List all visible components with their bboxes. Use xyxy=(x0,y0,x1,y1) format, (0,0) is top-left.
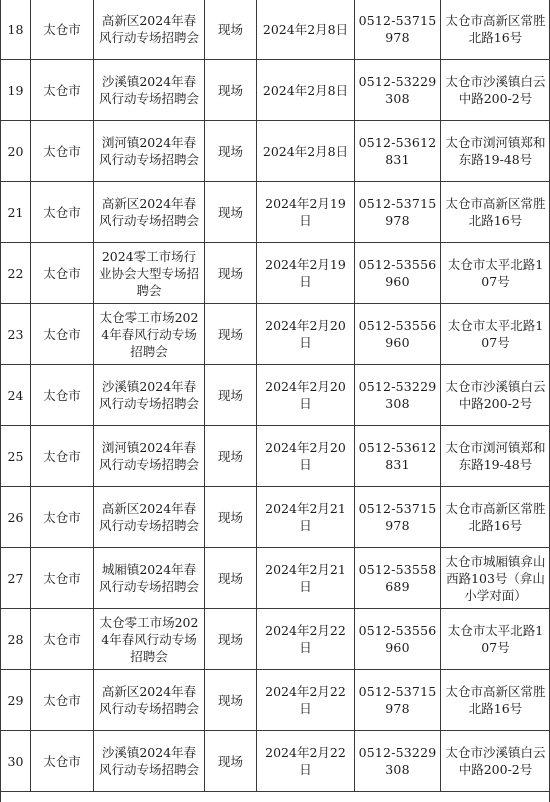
contact-phone-cell: 0512-53558689 xyxy=(355,548,441,609)
event-name-cell: 高新区2024年春风行动专场招聘会 xyxy=(94,487,205,548)
contact-phone-cell: 0512-53612831 xyxy=(355,426,441,487)
event-name-cell: 沙溪镇2024年春风行动专场招聘会 xyxy=(94,60,205,121)
venue-address-cell: 太仓市浏河镇郑和东路19-48号 xyxy=(441,121,550,182)
venue-address-cell: 太仓市高新区常胜北路16号 xyxy=(441,182,550,243)
row-number-cell: 29 xyxy=(1,670,31,731)
venue-address-cell: 太仓市高新区常胜北路16号 xyxy=(441,670,550,731)
row-number-cell: 21 xyxy=(1,182,31,243)
event-format-cell: 现场 xyxy=(205,731,257,792)
contact-phone-cell: 0512-53556960 xyxy=(355,609,441,670)
contact-phone-cell: 0512-53556960 xyxy=(355,243,441,304)
table-row xyxy=(1,304,550,365)
event-date-cell: 2024年2月20日 xyxy=(257,365,355,426)
event-name-cell: 太仓零工市场2024年春风行动专场招聘会 xyxy=(94,609,205,670)
city-cell: 太仓市 xyxy=(31,426,94,487)
city-cell: 太仓市 xyxy=(31,121,94,182)
event-format-cell: 现场 xyxy=(205,0,257,60)
venue-address-cell: 太仓市太平北路107号 xyxy=(441,243,550,304)
event-name-cell: 浏河镇2024年春风行动专场招聘会 xyxy=(94,426,205,487)
event-date-cell: 2024年2月8日 xyxy=(257,60,355,121)
venue-address-cell: 太仓市太平北路107号 xyxy=(441,304,550,365)
row-number-cell: 19 xyxy=(1,60,31,121)
contact-phone-cell: 0512-53715978 xyxy=(355,0,441,60)
table-row xyxy=(1,609,550,670)
event-date-cell: 2024年2月22日 xyxy=(257,731,355,792)
job-fair-table-body xyxy=(1,0,550,792)
city-cell: 太仓市 xyxy=(31,487,94,548)
contact-phone-cell: 0512-53229308 xyxy=(355,731,441,792)
event-date-cell: 2024年2月21日 xyxy=(257,487,355,548)
city-cell: 太仓市 xyxy=(31,548,94,609)
table-row xyxy=(1,0,550,60)
row-number-cell: 26 xyxy=(1,487,31,548)
event-format-cell: 现场 xyxy=(205,243,257,304)
event-date-cell: 2024年2月22日 xyxy=(257,609,355,670)
contact-phone-cell: 0512-53715978 xyxy=(355,487,441,548)
event-date-cell: 2024年2月20日 xyxy=(257,426,355,487)
row-number-cell: 25 xyxy=(1,426,31,487)
event-name-cell: 高新区2024年春风行动专场招聘会 xyxy=(94,182,205,243)
event-date-cell: 2024年2月8日 xyxy=(257,0,355,60)
city-cell: 太仓市 xyxy=(31,609,94,670)
event-format-cell: 现场 xyxy=(205,304,257,365)
event-name-cell: 浏河镇2024年春风行动专场招聘会 xyxy=(94,121,205,182)
city-cell: 太仓市 xyxy=(31,731,94,792)
event-name-cell: 太仓零工市场2024年春风行动专场招聘会 xyxy=(94,304,205,365)
venue-address-cell: 太仓市城厢镇弇山西路103号（弇山小学对面） xyxy=(441,548,550,609)
row-number-cell: 18 xyxy=(1,0,31,60)
contact-phone-cell: 0512-53229308 xyxy=(355,60,441,121)
event-format-cell: 现场 xyxy=(205,609,257,670)
city-cell: 太仓市 xyxy=(31,304,94,365)
event-date-cell: 2024年2月20日 xyxy=(257,304,355,365)
table-row xyxy=(1,487,550,548)
table-row xyxy=(1,60,550,121)
table-row xyxy=(1,182,550,243)
contact-phone-cell: 0512-53229308 xyxy=(355,365,441,426)
contact-phone-cell: 0512-53715978 xyxy=(355,182,441,243)
event-format-cell: 现场 xyxy=(205,60,257,121)
city-cell: 太仓市 xyxy=(31,243,94,304)
event-name-cell: 城厢镇2024年春风行动专场招聘会 xyxy=(94,548,205,609)
contact-phone-cell: 0512-53556960 xyxy=(355,304,441,365)
event-name-cell: 2024零工市场行业协会大型专场招聘会 xyxy=(94,243,205,304)
table-row xyxy=(1,243,550,304)
table-row xyxy=(1,548,550,609)
event-format-cell: 现场 xyxy=(205,487,257,548)
table-row xyxy=(1,365,550,426)
event-format-cell: 现场 xyxy=(205,182,257,243)
row-number-cell: 27 xyxy=(1,548,31,609)
venue-address-cell: 太仓市沙溪镇白云中路200-2号 xyxy=(441,60,550,121)
event-name-cell: 高新区2024年春风行动专场招聘会 xyxy=(94,670,205,731)
event-date-cell: 2024年2月21日 xyxy=(257,548,355,609)
venue-address-cell: 太仓市高新区常胜北路16号 xyxy=(441,0,550,60)
event-format-cell: 现场 xyxy=(205,121,257,182)
venue-address-cell: 太仓市沙溪镇白云中路200-2号 xyxy=(441,365,550,426)
table-row xyxy=(1,670,550,731)
row-number-cell: 22 xyxy=(1,243,31,304)
city-cell: 太仓市 xyxy=(31,182,94,243)
city-cell: 太仓市 xyxy=(31,0,94,60)
event-name-cell: 沙溪镇2024年春风行动专场招聘会 xyxy=(94,731,205,792)
event-date-cell: 2024年2月19日 xyxy=(257,182,355,243)
row-number-cell: 28 xyxy=(1,609,31,670)
event-format-cell: 现场 xyxy=(205,548,257,609)
row-number-cell: 24 xyxy=(1,365,31,426)
row-number-cell: 20 xyxy=(1,121,31,182)
venue-address-cell: 太仓市沙溪镇白云中路200-2号 xyxy=(441,731,550,792)
city-cell: 太仓市 xyxy=(31,60,94,121)
contact-phone-cell: 0512-53715978 xyxy=(355,670,441,731)
venue-address-cell: 太仓市高新区常胜北路16号 xyxy=(441,487,550,548)
contact-phone-cell: 0512-53612831 xyxy=(355,121,441,182)
table-row xyxy=(1,731,550,792)
event-format-cell: 现场 xyxy=(205,670,257,731)
event-format-cell: 现场 xyxy=(205,365,257,426)
event-name-cell: 高新区2024年春风行动专场招聘会 xyxy=(94,0,205,60)
event-date-cell: 2024年2月8日 xyxy=(257,121,355,182)
table-row xyxy=(1,426,550,487)
row-number-cell: 30 xyxy=(1,731,31,792)
row-number-cell: 23 xyxy=(1,304,31,365)
city-cell: 太仓市 xyxy=(31,365,94,426)
event-name-cell: 沙溪镇2024年春风行动专场招聘会 xyxy=(94,365,205,426)
table-row xyxy=(1,121,550,182)
venue-address-cell: 太仓市浏河镇郑和东路19-48号 xyxy=(441,426,550,487)
event-format-cell: 现场 xyxy=(205,426,257,487)
event-date-cell: 2024年2月22日 xyxy=(257,670,355,731)
venue-address-cell: 太仓市太平北路107号 xyxy=(441,609,550,670)
city-cell: 太仓市 xyxy=(31,670,94,731)
event-date-cell: 2024年2月19日 xyxy=(257,243,355,304)
